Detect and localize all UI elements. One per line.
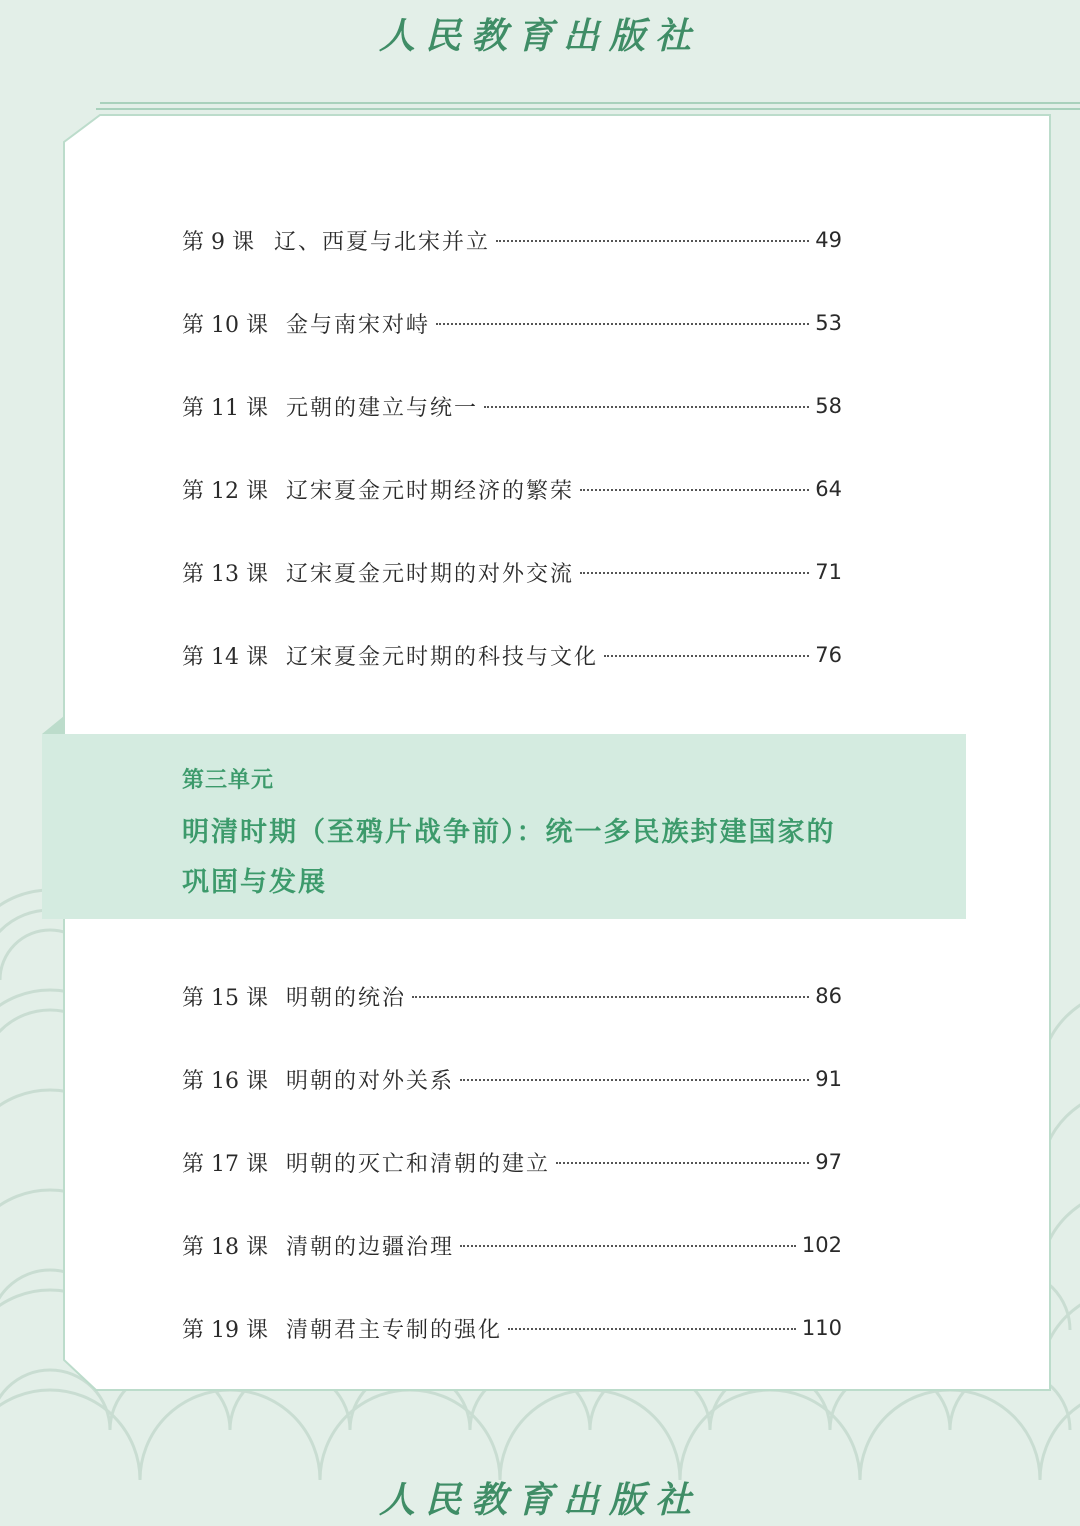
unit-title[interactable]: 明清时期（至鸦片战争前）：统一多民族封建国家的巩固与发展: [182, 817, 836, 898]
dot-leader: [496, 238, 809, 242]
lesson-number: 第 15 课: [182, 985, 268, 1011]
lesson-title: 辽、西夏与北宋并立: [274, 229, 491, 255]
publisher-logo-bottom: 人民教育出版社: [378, 1479, 701, 1521]
dot-leader: [412, 994, 809, 998]
lesson-number: 第 19 课: [182, 1317, 268, 1343]
page-number: 71: [815, 560, 842, 584]
lesson-number: 第 17 课: [182, 1151, 268, 1177]
page-number: 64: [815, 477, 842, 501]
page-number: 86: [815, 984, 842, 1008]
lesson-number: 第 9 课: [182, 229, 254, 255]
publisher-logo-top: 人民教育出版社: [378, 15, 701, 57]
toc-entry[interactable]: [182, 1228, 842, 1262]
page-number: 53: [815, 311, 842, 335]
toc-entry[interactable]: [182, 389, 842, 423]
lesson-title: 明朝的统治: [286, 985, 407, 1011]
page-number: 97: [815, 1150, 842, 1174]
lesson-title: 清朝君主专制的强化: [286, 1317, 503, 1343]
page-number: 76: [815, 643, 842, 667]
lesson-number: 第 13 课: [182, 561, 268, 587]
dot-leader: [460, 1243, 796, 1247]
toc-entry[interactable]: [182, 555, 842, 589]
lesson-number: 第 16 课: [182, 1068, 268, 1094]
page-number: 49: [815, 228, 842, 252]
lesson-title: 辽宋夏金元时期经济的繁荣: [286, 478, 575, 504]
dot-leader: [580, 487, 809, 491]
toc-entry[interactable]: [182, 1062, 842, 1096]
lesson-number: 第 10 课: [182, 312, 268, 338]
toc-entry[interactable]: [182, 1311, 842, 1345]
lesson-title: 辽宋夏金元时期的科技与文化: [286, 644, 599, 670]
lesson-number: 第 18 课: [182, 1234, 268, 1260]
dot-leader: [508, 1326, 796, 1330]
lesson-title: 元朝的建立与统一: [286, 395, 479, 421]
dot-leader: [484, 404, 809, 408]
lesson-number: 第 12 课: [182, 478, 268, 504]
dot-leader: [556, 1160, 809, 1164]
lesson-number: 第 11 课: [182, 395, 268, 421]
lesson-title: 清朝的边疆治理: [286, 1234, 455, 1260]
dot-leader: [460, 1077, 809, 1081]
dot-leader: [436, 321, 809, 325]
toc-entry[interactable]: [182, 223, 842, 257]
page-number: 58: [815, 394, 842, 418]
lesson-title: 明朝的灭亡和清朝的建立: [286, 1151, 551, 1177]
dot-leader: [604, 653, 809, 657]
unit-label: 第三单元: [182, 767, 275, 793]
toc-entry[interactable]: [182, 979, 842, 1013]
lesson-title: 明朝的对外关系: [286, 1068, 455, 1094]
lesson-number: 第 14 课: [182, 644, 268, 670]
page-number: 102: [801, 1233, 842, 1257]
lesson-title: 金与南宋对峙: [286, 312, 431, 338]
toc-entry[interactable]: [182, 638, 842, 672]
toc-entry[interactable]: [182, 306, 842, 340]
toc-entry[interactable]: [182, 472, 842, 506]
page-number: 91: [815, 1067, 842, 1091]
dot-leader: [580, 570, 809, 574]
lesson-title: 辽宋夏金元时期的对外交流: [286, 561, 575, 587]
page-number: 110: [801, 1316, 842, 1340]
toc-entry[interactable]: [182, 1145, 842, 1179]
